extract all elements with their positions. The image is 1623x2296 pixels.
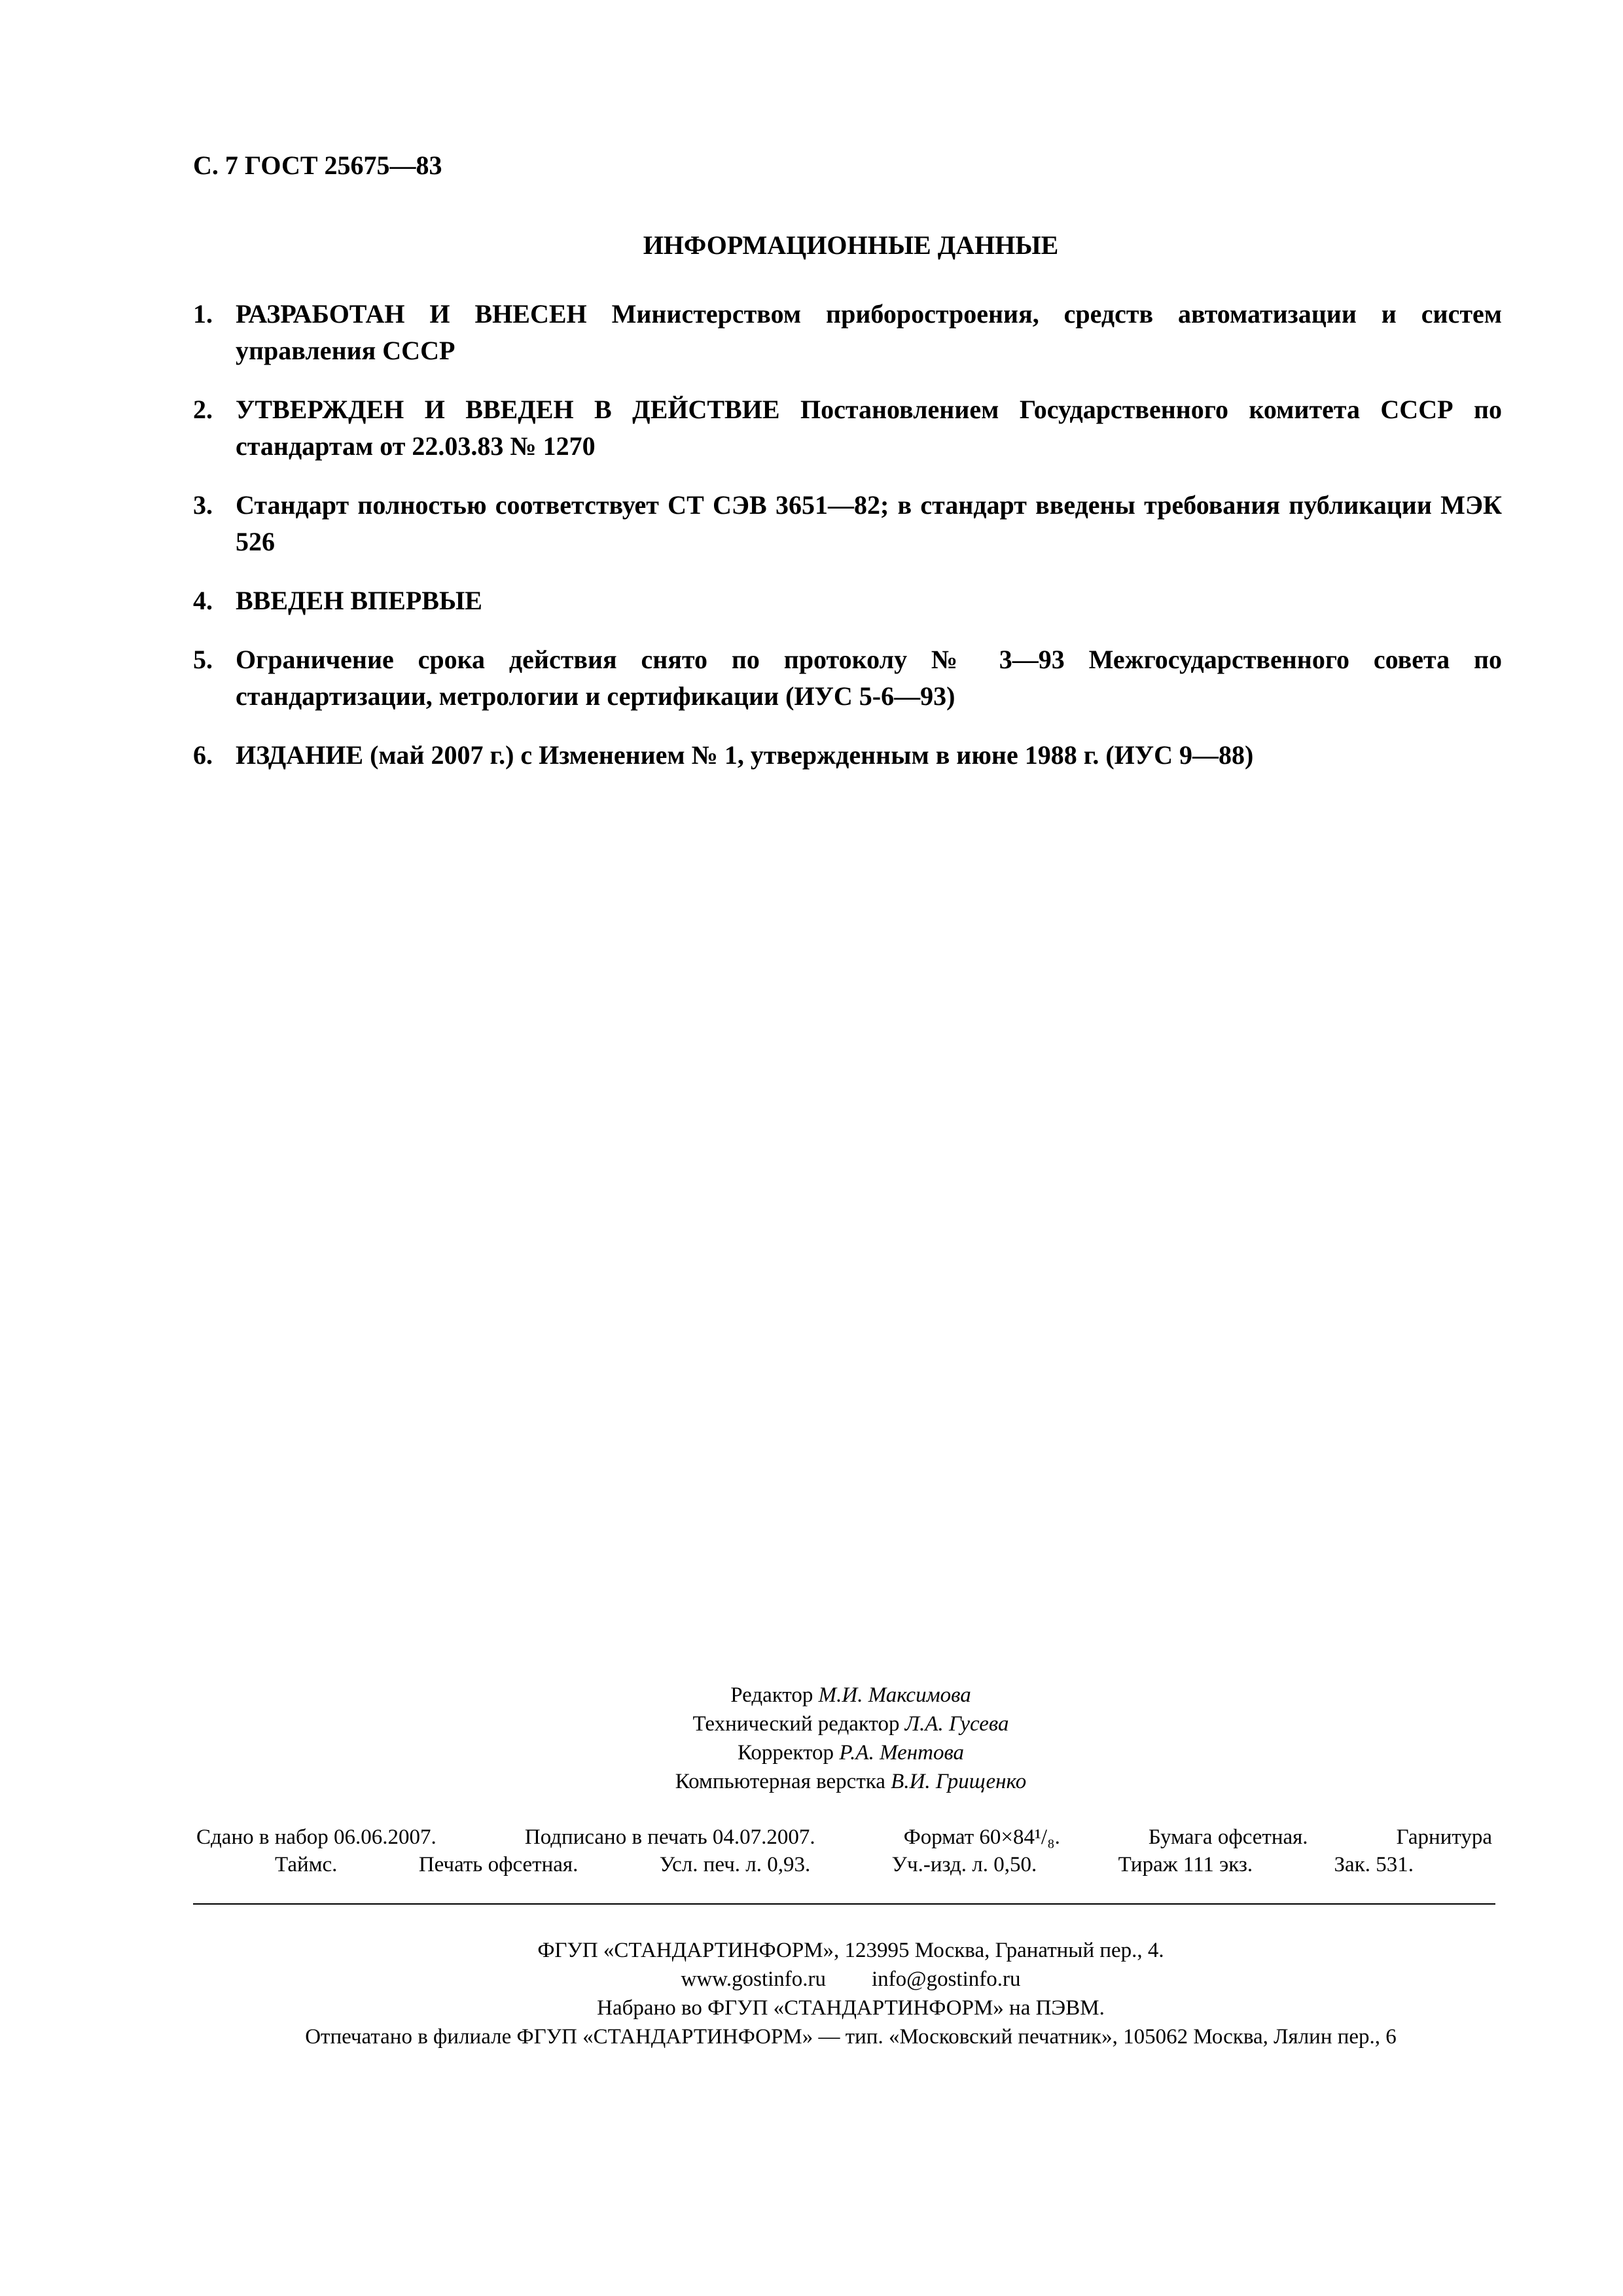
list-item xyxy=(193,391,1502,465)
credit-role: Компьютерная верстка xyxy=(675,1770,885,1793)
print-detail: Тираж 111 экз. xyxy=(1118,1853,1253,1876)
publisher-printed: Отпечатано в филиале ФГУП «СТАНДАРТИНФОРМ» — тип. «Московский печатник», 105062 Москва, Лялин пер., 6 xyxy=(305,2025,1397,2049)
credit-role: Технический редактор xyxy=(692,1712,900,1736)
print-detail: Формат 60×84¹/₈. xyxy=(903,1825,1060,1849)
credit-person: Л.А. Гусева xyxy=(904,1712,1009,1736)
publisher-typeset: Набрано во ФГУП «СТАНДАРТИНФОРМ» на ПЭВМ. xyxy=(597,1996,1105,2020)
item-text: Стандарт полностью соответствует СТ СЭВ 3651—82; в стандарт введены требования публикации МЭК 526 xyxy=(236,490,1502,556)
item-number: 6. xyxy=(193,740,213,770)
website-link[interactable]: www.gostinfo.ru xyxy=(681,1967,827,1991)
credit-person: Р.А. Ментова xyxy=(839,1741,965,1765)
item-text: УТВЕРЖДЕН И ВВЕДЕН В ДЕЙСТВИЕ Постановлением Государственного комитета СССР по стандартам от 22.03.83 № 1270 xyxy=(236,395,1502,461)
credit-layout xyxy=(0,1767,1623,1796)
print-detail: Усл. печ. л. 0,93. xyxy=(659,1853,811,1876)
credit-role: Корректор xyxy=(737,1741,834,1765)
list-item xyxy=(193,487,1502,560)
print-detail: Сдано в набор 06.06.2007. xyxy=(196,1825,437,1849)
info-list xyxy=(193,296,1502,796)
credit-role: Редактор xyxy=(730,1683,813,1707)
print-detail: Зак. 531. xyxy=(1334,1853,1414,1876)
print-detail: Подписано в печать 04.07.2007. xyxy=(524,1825,815,1849)
publisher-block xyxy=(0,1936,1623,2051)
print-details xyxy=(196,1823,1492,1878)
item-text: ВВЕДЕН ВПЕРВЫЕ xyxy=(236,586,482,615)
print-detail: Гарнитура xyxy=(1396,1825,1492,1849)
credits-block xyxy=(0,1681,1623,1796)
page-header: С. 7 ГОСТ 25675—83 xyxy=(193,151,442,180)
print-detail: Печать офсетная. xyxy=(418,1853,579,1876)
item-number: 5. xyxy=(193,645,213,674)
list-item xyxy=(193,641,1502,715)
email-link[interactable]: info@gostinfo.ru xyxy=(872,1967,1021,1991)
item-text: РАЗРАБОТАН И ВНЕСЕН Министерством приборостроения, средств автоматизации и систем управления СССР xyxy=(236,299,1502,365)
item-text: ИЗДАНИЕ (май 2007 г.) с Изменением № 1, утвержденным в июне 1988 г. (ИУС 9—88) xyxy=(236,740,1254,770)
divider xyxy=(193,1903,1495,1905)
publisher-contacts xyxy=(0,1965,1623,1994)
item-number: 4. xyxy=(193,586,213,615)
print-details-row xyxy=(196,1851,1492,1878)
print-details-row xyxy=(196,1823,1492,1851)
credit-person: М.И. Максимова xyxy=(818,1683,971,1707)
list-item xyxy=(193,583,1502,619)
item-number: 2. xyxy=(193,395,213,424)
publisher-address: ФГУП «СТАНДАРТИНФОРМ», 123995 Москва, Гранатный пер., 4. xyxy=(537,1939,1164,1962)
credit-tech-editor xyxy=(0,1710,1623,1738)
item-number: 3. xyxy=(193,490,213,520)
credit-editor xyxy=(0,1681,1623,1710)
list-item xyxy=(193,737,1502,774)
print-detail: Таймс. xyxy=(275,1853,338,1876)
section-title: ИНФОРМАЦИОННЫЕ ДАННЫЕ xyxy=(643,230,1059,260)
credit-person: В.И. Грищенко xyxy=(891,1770,1027,1793)
item-number: 1. xyxy=(193,299,213,329)
list-item xyxy=(193,296,1502,369)
print-detail: Бумага офсетная. xyxy=(1148,1825,1308,1849)
item-text: Ограничение срока действия снято по протоколу № 3—93 Межгосударственного совета по стандартизации, метрологии и сертификации (ИУС 5-6—93) xyxy=(236,645,1502,711)
print-detail: Уч.-изд. л. 0,50. xyxy=(891,1853,1037,1876)
credit-proofreader xyxy=(0,1738,1623,1767)
